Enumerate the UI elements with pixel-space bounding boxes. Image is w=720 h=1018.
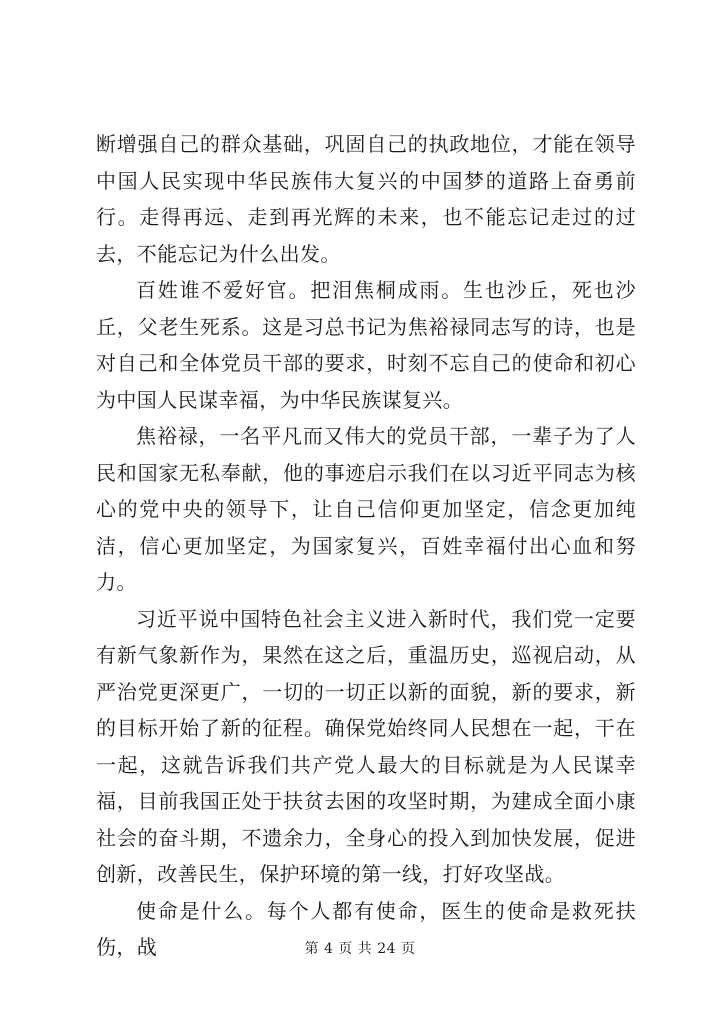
paragraph-3: 焦裕禄，一名平凡而又伟大的党员干部，一辈子为了人民和国家无私奉献，他的事迹启示我们在以习近平同志为核心的党中央的领导下，让自己信仰更加坚定，信念更加纯洁，信心更加坚定，为国家复兴，百姓幸福付出心血和努力。	[96, 424, 636, 594]
page-number-footer: 第 4 页 共 24 页	[304, 941, 416, 957]
paragraph-4: 习近平说中国特色社会主义进入新时代，我们党一定要有新气象新作为，果然在这之后，重温历史，巡视启动，从严治党更深更广，一切的一切正以新的面貌，新的要求，新的目标开始了新的征程。确保党始终同人民想在一起，干在一起，这就告诉我们共产党人最大的目标就是为人民谋幸福，目前我国正处于扶贫去困的攻坚时期，为建成全面小康社会的奋斗期，不遗余力，全身心的投入到加快发展，促进创新，改善民生，保护环境的第一线，打好攻坚战。	[96, 606, 636, 886]
document-body	[96, 126, 636, 966]
paragraph-1: 断增强自己的群众基础，巩固自己的执政地位，才能在领导中国人民实现中华民族伟大复兴的中国梦的道路上奋勇前行。走得再远、走到再光辉的未来，也不能忘记走过的过去，不能忘记为什么出发。	[96, 132, 636, 266]
paragraph-2: 百姓谁不爱好官。把泪焦桐成雨。生也沙丘，死也沙丘，父老生死系。这是习总书记为焦裕禄同志写的诗，也是对自己和全体党员干部的要求，时刻不忘自己的使命和初心为中国人民谋幸福，为中华民族谋复兴。	[96, 278, 636, 412]
paragraph-5: 使命是什么。每个人都有使命，医生的使命是救死扶伤，战	[96, 898, 636, 959]
